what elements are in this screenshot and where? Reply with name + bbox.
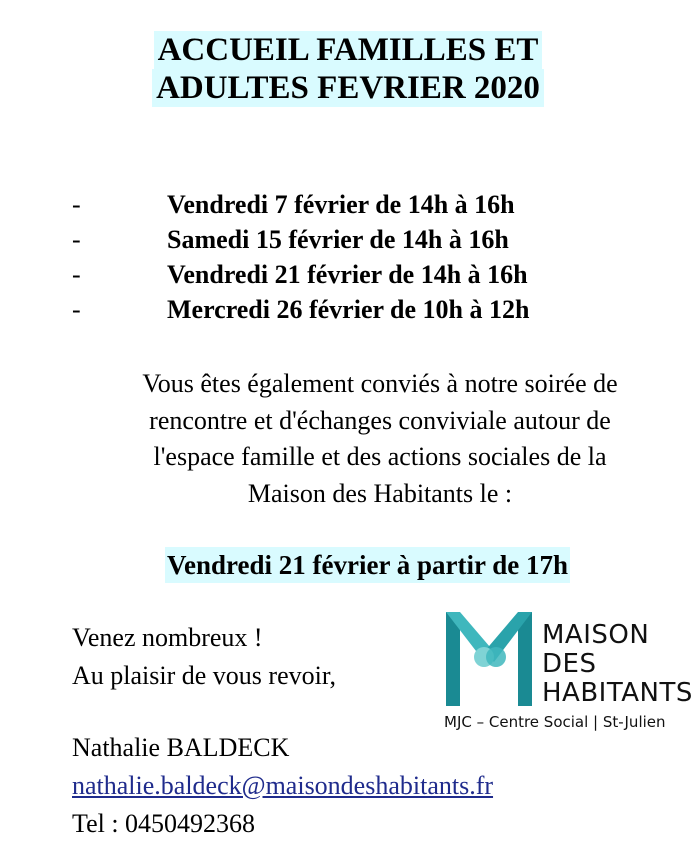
schedule-item-text: Vendredi 21 février de 14h à 16h: [167, 260, 528, 289]
event-date: Vendredi 21 février à partir de 17h: [165, 547, 570, 583]
title-line-2: ADULTES FEVRIER 2020: [152, 69, 544, 107]
schedule-item-text: Samedi 15 février de 14h à 16h: [167, 225, 509, 254]
logo-m-icon: [444, 610, 536, 708]
list-dash: -: [72, 190, 81, 219]
schedule-item: [72, 224, 672, 259]
invitation-line: Vous êtes également conviés à notre soirée de: [142, 369, 618, 398]
list-dash: -: [72, 225, 81, 254]
title-line-1: ACCUEIL FAMILLES ET: [154, 31, 543, 69]
page-title: [0, 31, 696, 107]
schedule-list: [72, 189, 672, 329]
schedule-item: [72, 259, 672, 294]
schedule-item-text: Vendredi 7 février de 14h à 16h: [167, 190, 515, 219]
signature-block: [72, 729, 493, 843]
logo-subtitle: MJC – Centre Social | St-Julien: [444, 713, 666, 731]
list-dash: -: [72, 260, 81, 289]
invitation-line: rencontre et d'échanges conviviale autour de: [149, 405, 611, 435]
phone-number: Tel : 0450492368: [72, 809, 256, 838]
invitation-line: l'espace famille et des actions sociales de la: [153, 442, 607, 471]
closing-line: Venez nombreux !: [72, 623, 263, 652]
closing-line: Au plaisir de vous revoir,: [72, 661, 336, 690]
closing-text: [72, 619, 336, 695]
event-banner: [165, 547, 570, 583]
signature-name: Nathalie BALDECK: [72, 733, 290, 762]
invitation-paragraph: [80, 366, 680, 512]
invitation-line: Maison des Habitants le :: [247, 478, 513, 508]
logo-wordmark: MAISON DES HABITANTS: [542, 620, 693, 708]
email-link[interactable]: nathalie.baldeck@maisondeshabitants.fr: [72, 771, 494, 800]
list-dash: -: [72, 295, 81, 324]
schedule-item: [72, 294, 672, 329]
schedule-item-text: Mercredi 26 février de 10h à 12h: [167, 295, 530, 324]
schedule-item: [72, 189, 672, 224]
maison-des-habitants-logo: [444, 610, 694, 745]
